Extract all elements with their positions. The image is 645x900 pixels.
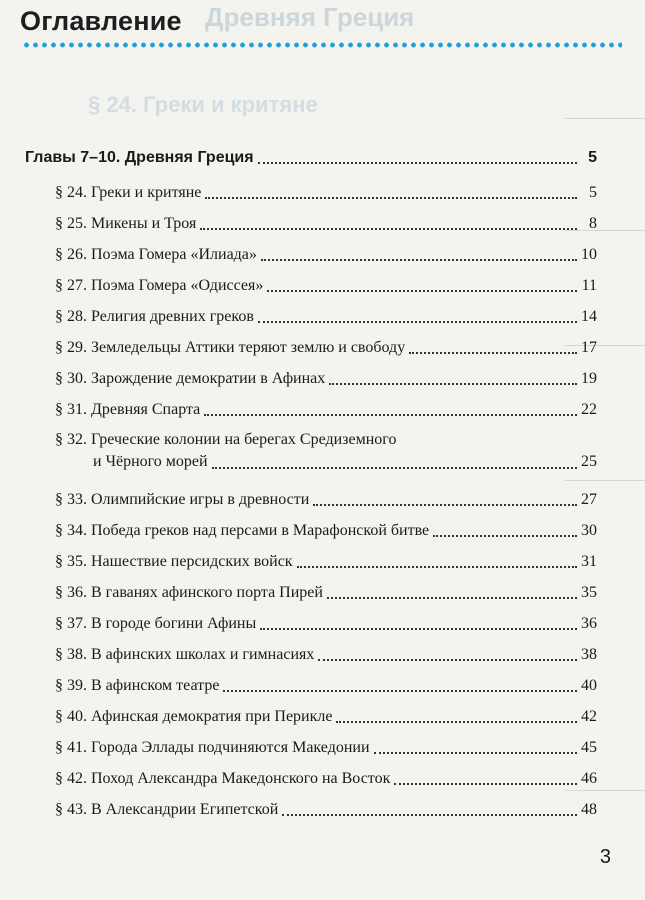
dot-leader: [327, 597, 577, 599]
dot-leader: [329, 383, 577, 385]
toc-entry-label: § 40. Афинская демократия при Перикле: [55, 708, 333, 725]
dot-leader: [433, 535, 577, 537]
toc-entry[interactable]: [55, 550, 597, 572]
toc-entry-label: § 34. Победа греков над персами в Марафонской битве: [55, 522, 430, 539]
toc-entry-label: § 36. В гаванях афинского порта Пирей: [55, 584, 323, 601]
toc-entry-label: § 28. Религия древних греков: [55, 308, 254, 325]
toc-page-number: 19: [581, 370, 597, 387]
dot-leader: [374, 752, 577, 754]
toc-page-number: 45: [581, 739, 597, 756]
dot-leader: [318, 659, 577, 661]
dot-leader: [297, 566, 577, 568]
toc-entry-label: § 42. Поход Александра Македонского на Восток: [55, 770, 391, 787]
dot-leader: [261, 259, 577, 261]
toc-entry[interactable]: [55, 488, 597, 510]
toc-entry[interactable]: [55, 398, 597, 420]
toc-entry-label: § 24. Греки и критяне: [55, 184, 202, 201]
toc-page-number: 30: [581, 522, 597, 539]
toc-entry-continuation: [55, 451, 597, 473]
toc-page-number: 22: [581, 401, 597, 418]
toc-entry[interactable]: [55, 212, 597, 234]
dot-leader: [267, 290, 577, 292]
dot-leader: [212, 467, 577, 469]
toc-entry-multiline[interactable]: [55, 429, 597, 473]
dot-leader: [409, 352, 577, 354]
toc-entry[interactable]: [55, 736, 597, 758]
toc-entry[interactable]: [55, 643, 597, 665]
toc-entry[interactable]: [55, 181, 597, 203]
toc-entry[interactable]: [55, 767, 597, 789]
toc-entry[interactable]: [55, 674, 597, 696]
toc-page-number: 40: [581, 677, 597, 694]
dot-leader: [282, 814, 577, 816]
toc-entry[interactable]: [55, 798, 597, 820]
toc-chapter-label: Главы 7–10. Древняя Греция: [25, 149, 254, 166]
toc-entry-label: § 26. Поэма Гомера «Илиада»: [55, 246, 257, 263]
toc-entry[interactable]: [55, 305, 597, 327]
bleed-through-subheading: § 24. Греки и критяне: [88, 92, 318, 117]
toc-entry-label: § 35. Нашествие персидских войск: [55, 553, 293, 570]
bleed-through-rule: [565, 790, 645, 791]
dot-leader: [260, 628, 577, 630]
toc-page-number: 11: [581, 277, 597, 294]
toc-entry-label: § 27. Поэма Гомера «Одиссея»: [55, 277, 264, 294]
toc-entry-label: § 43. В Александрии Египетской: [55, 801, 279, 818]
toc-page-number: 48: [581, 801, 597, 818]
toc-entry[interactable]: [55, 336, 597, 358]
toc-page-number: 25: [581, 453, 597, 470]
page-footer-number: 3: [599, 846, 611, 868]
toc-entry-label: § 30. Зарождение демократии в Афинах: [55, 370, 326, 387]
toc-page-number: 38: [581, 646, 597, 663]
dot-leader: [258, 321, 577, 323]
toc-page-number: 46: [581, 770, 597, 787]
dot-leader: [394, 783, 577, 785]
toc-entry[interactable]: [55, 274, 597, 296]
toc-page-number: 17: [581, 339, 597, 356]
dot-leader: [205, 197, 577, 199]
toc-chapter-row[interactable]: [25, 146, 597, 168]
dot-leader: [313, 504, 577, 506]
toc-page-number: 36: [581, 615, 597, 632]
toc-entry-label: § 29. Земледельцы Аттики теряют землю и свободу: [55, 339, 406, 356]
toc-entry-label-continued: и Чёрного морей: [93, 453, 208, 470]
toc-page-number: 42: [581, 708, 597, 725]
toc-entry[interactable]: [55, 612, 597, 634]
toc-page-number: 31: [581, 553, 597, 570]
bleed-through-rule: [565, 118, 645, 119]
toc-entry[interactable]: [55, 243, 597, 265]
dot-leader: [223, 690, 577, 692]
dot-leader: [258, 162, 577, 164]
toc-entry[interactable]: [55, 581, 597, 603]
toc-entry-label: § 25. Микены и Троя: [55, 215, 197, 232]
toc-entry[interactable]: [55, 519, 597, 541]
dot-leader: [336, 721, 577, 723]
dot-leader: [204, 414, 577, 416]
toc-entry-label: § 38. В афинских школах и гимнасиях: [55, 646, 315, 663]
toc-entry-label: § 33. Олимпийские игры в древности: [55, 491, 310, 508]
toc-page-number: 5: [588, 149, 597, 166]
toc-page-number: 14: [581, 308, 597, 325]
page-title: Оглавление: [20, 6, 182, 36]
toc-entry-label: § 39. В афинском театре: [55, 677, 220, 694]
toc-entry-label: § 41. Города Эллады подчиняются Македонии: [55, 739, 370, 756]
toc-entry[interactable]: [55, 367, 597, 389]
dot-leader: [200, 228, 577, 230]
toc-page-number: 27: [581, 491, 597, 508]
toc-entry[interactable]: [55, 705, 597, 727]
dotted-underline-decoration: [22, 42, 622, 48]
toc-page-number: 10: [581, 246, 597, 263]
toc-entry-label: § 37. В городе богини Афины: [55, 615, 257, 632]
toc-page-number: 8: [589, 215, 597, 232]
toc-page-number: 5: [589, 184, 597, 201]
bleed-through-heading: Древняя Греция: [205, 2, 415, 32]
bleed-through-rule: [565, 480, 645, 481]
toc-entry-label: § 32. Греческие колонии на берегах Средиземного: [55, 431, 397, 448]
toc-entry-label: § 31. Древняя Спарта: [55, 401, 201, 418]
toc-page-number: 35: [581, 584, 597, 601]
